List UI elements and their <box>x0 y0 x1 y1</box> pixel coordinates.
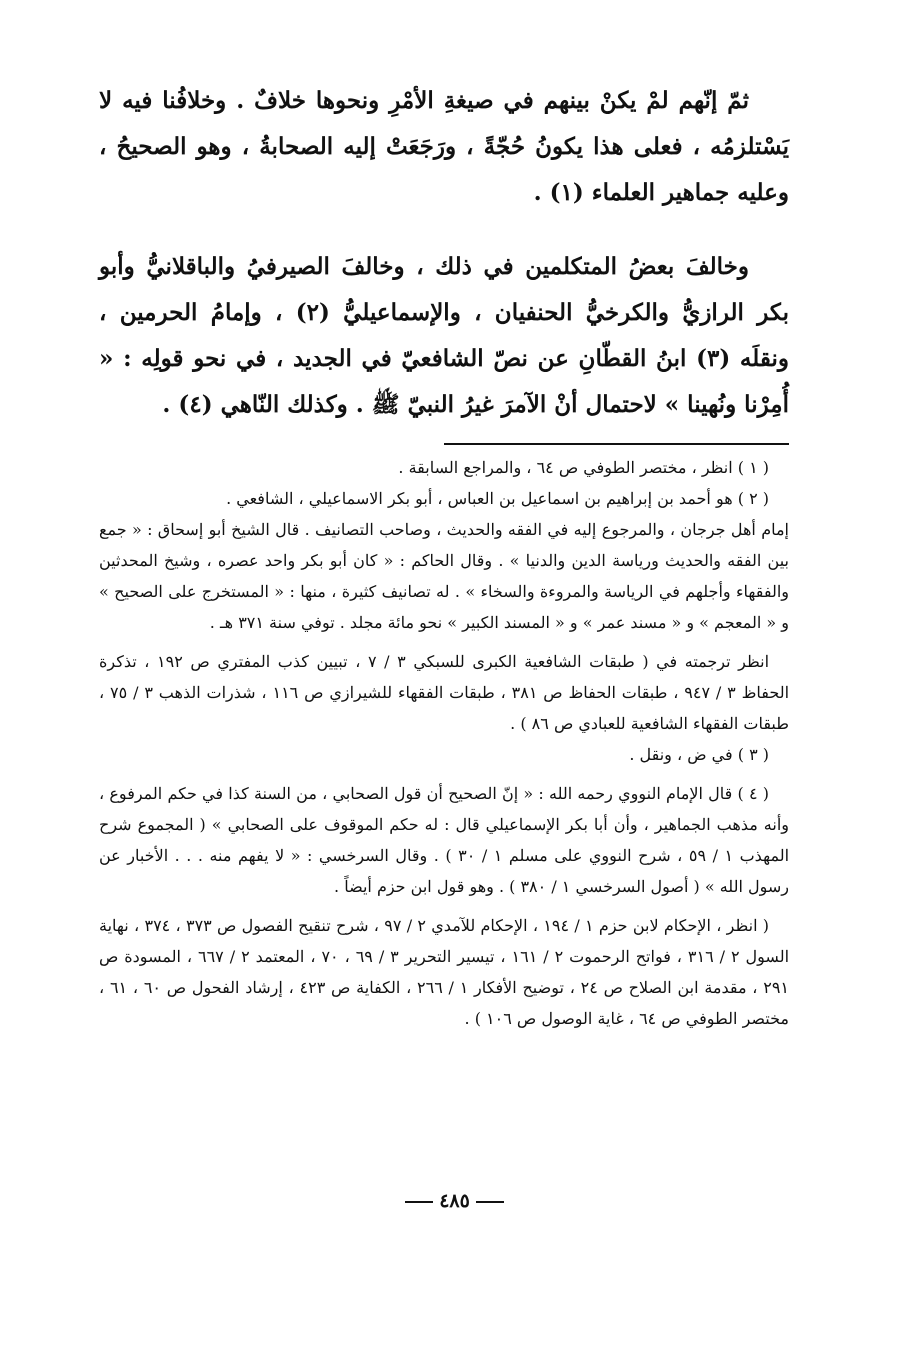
footnote-2-references: انظر ترجمته في ( طبقات الشافعية الكبرى للسبكي ٣ / ٧ ، تبيين كذب المفتري ص ١٩٢ ، تذكرة الحفاظ ٣ / ٩٤٧ ، طبقات الحفاظ ص ٣٨١ ، طبقات الفقهاء للشيرازي ص ١١٦ ، شذرات الذهب ٣ / ٧٥ ، طبقات الفقهاء الشافعية للعبادي ص ٨٦ ) . <box>99 652 790 733</box>
footnote-3: ( ٣ ) في ض ، ونقل . <box>629 745 769 764</box>
main-text <box>99 78 789 428</box>
main-paragraph-2: وخالفَ بعضُ المتكلمين في ذلك ، وخالفَ الصيرفيُ والباقلانيُّ وأبو بكر الرازيُّ والكرخيُّ الحنفيان ، والإسماعيليُّ (٢) ، وإمامُ الحرمين ، ونقلَه (٣) ابنُ القطّانِ عن نصّ الشافعيّ في الجديد ، في نحو قولِه : « أُمِرْنا ونُهينا » لاحتمال أنْ الآمرَ غيرُ النبيّ ﷺ . وكذلك النّاهي (٤) . <box>99 253 789 418</box>
page-number-value: ٤٨٥ <box>439 1190 470 1212</box>
footnote-1: ( ١ ) انظر ، مختصر الطوفي ص ٦٤ ، والمراجع السابقة . <box>398 458 769 477</box>
footnote-4: ( ٤ ) قال الإمام النووي رحمه الله : « إنّ الصحيح أن قول الصحابي ، من السنة كذا في حكم المرفوع ، وأنه مذهب الجماهير ، وأن أبا بكر الإسماعيلي قال : له حكم الموقوف على الصحابي » ( المجموع شرح المهذب ١ / ٥٩ ، شرح النووي على مسلم ١ / ٣٠ ) . وقال السرخسي : « لا يفهم منه . . . الأخبار عن رسول الله » ( أصول السرخسي ١ / ٣٨٠ ) . وهو قول ابن حزم أيضاً . <box>99 784 790 896</box>
footnote-2-heading: ( ٢ ) هو أحمد بن إبراهيم بن اسماعيل بن العباس ، أبو بكر الاسماعيلي ، الشافعي . <box>226 489 769 508</box>
main-paragraph-1: ثمّ إنّهم لمْ يكنْ بينهم في صيغةِ الأمْرِ ونحوها خلافٌ . وخلافُنا فيه لا يَسْتلزمُه ، فعلى هذا يكونُ حُجّةً ، ورَجَعَتْ إليه الصحابةُ ، وهو الصحيحُ ، وعليه جماهير العلماء (١) . <box>99 87 789 206</box>
footnotes <box>99 452 789 1034</box>
footnote-4-references: ( انظر ، الإحكام لابن حزم ١ / ١٩٤ ، الإحكام للآمدي ٢ / ٩٧ ، شرح تنقيح الفصول ص ٣٧٣ ، ٣٧٤ ، نهاية السول ٢ / ٣١٦ ، فواتح الرحموت ٢ / ١٦١ ، تيسير التحرير ٣ / ٦٩ ، ٧٠ ، المعتمد ٢ / ٦٦٧ ، المسودة ص ٢٩١ ، مقدمة ابن الصلاح ص ٢٤ ، توضيح الأفكار ١ / ٢٦٦ ، الكفاية ص ٤٢٣ ، إرشاد الفحول ص ٦٠ ، ٦١ ، مختصر الطوفي ص ٦٤ ، غاية الوصول ص ١٠٦ ) . <box>99 916 790 1028</box>
footnote-2-body: إمام أهل جرجان ، والمرجوع إليه في الفقه والحديث ، وصاحب التصانيف . قال الشيخ أبو إسحاق : « جمع بين الفقه والحديث ورياسة الدين والدنيا » . وقال الحاكم : « كان أبو بكر واحد عصره ، وشيخ المحدثين والفقهاء وأجلهم في الرياسة والمروءة والسخاء » . له تصانيف كثيرة ، منها : « المستخرج على الصحيح » و « المعجم » و « مسند عمر » و « المسند الكبير » نحو مائة مجلد . توفي سنة ٣٧١ هـ . <box>99 520 789 632</box>
page-number <box>0 1190 909 1212</box>
page-number-dash-left <box>405 1201 433 1203</box>
page-number-dash-right <box>476 1201 504 1203</box>
footnote-separator <box>444 443 789 445</box>
